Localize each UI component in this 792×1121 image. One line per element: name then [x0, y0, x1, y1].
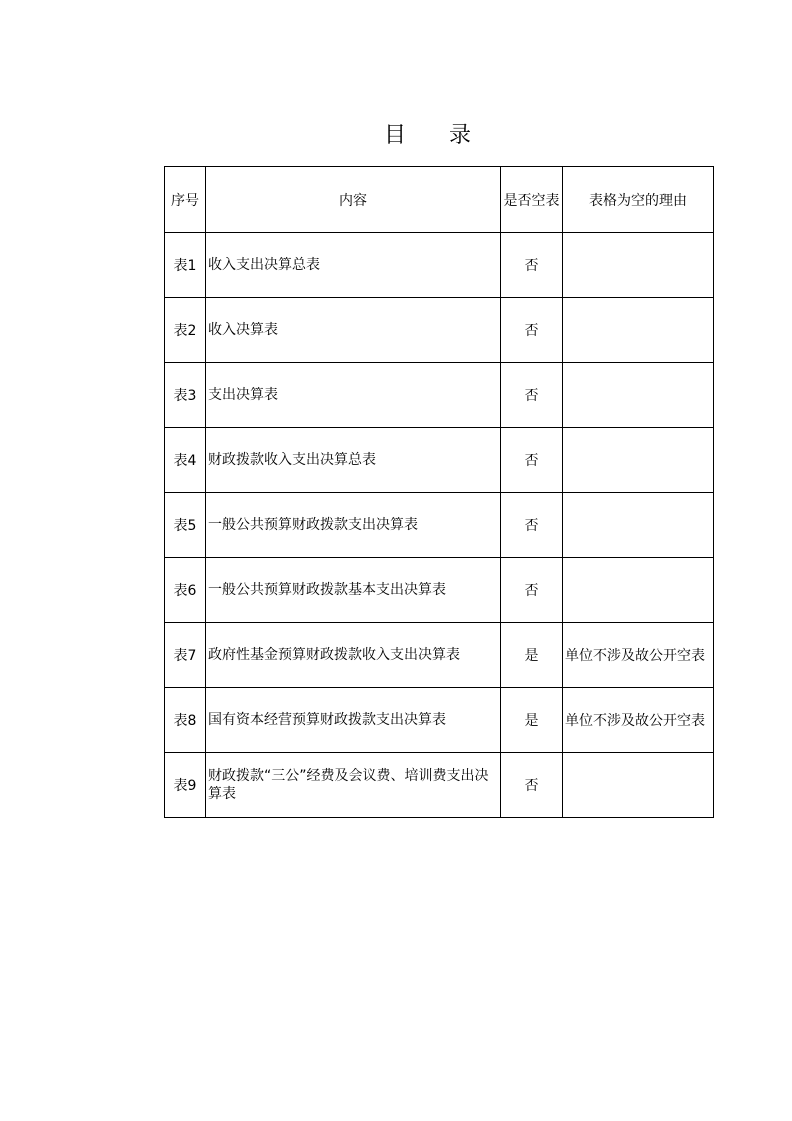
catalog-table: [164, 166, 714, 818]
row-is-empty: 否: [501, 753, 563, 818]
table-row: [165, 493, 714, 558]
row-content: 财政拨款“三公”经费及会议费、培训费支出决算表: [206, 753, 501, 818]
row-reason: [563, 493, 714, 558]
row-content: 一般公共预算财政拨款支出决算表: [206, 493, 501, 558]
table-row: [165, 298, 714, 363]
header-is-empty: 是否空表: [501, 167, 563, 233]
row-reason: 单位不涉及故公开空表: [563, 688, 714, 753]
row-is-empty: 否: [501, 298, 563, 363]
row-no: 表4: [165, 428, 206, 493]
table-row: [165, 233, 714, 298]
row-content: 国有资本经营预算财政拨款支出决算表: [206, 688, 501, 753]
row-is-empty: 是: [501, 688, 563, 753]
row-reason: [563, 233, 714, 298]
row-is-empty: 否: [501, 363, 563, 428]
row-reason: [563, 298, 714, 363]
table-row: [165, 363, 714, 428]
row-no: 表1: [165, 233, 206, 298]
row-content: 收入支出决算总表: [206, 233, 501, 298]
row-reason: [563, 363, 714, 428]
table-header-row: [165, 167, 714, 233]
row-no: 表2: [165, 298, 206, 363]
row-no: 表7: [165, 623, 206, 688]
table-row: [165, 753, 714, 818]
row-is-empty: 否: [501, 233, 563, 298]
row-is-empty: 是: [501, 623, 563, 688]
row-no: 表5: [165, 493, 206, 558]
row-reason: [563, 753, 714, 818]
row-is-empty: 否: [501, 493, 563, 558]
row-content: 收入决算表: [206, 298, 501, 363]
row-is-empty: 否: [501, 428, 563, 493]
row-content: 政府性基金预算财政拨款收入支出决算表: [206, 623, 501, 688]
page-title: 目 录: [384, 123, 489, 148]
row-no: 表6: [165, 558, 206, 623]
row-reason: [563, 558, 714, 623]
row-content: 一般公共预算财政拨款基本支出决算表: [206, 558, 501, 623]
row-content: 财政拨款收入支出决算总表: [206, 428, 501, 493]
table-row: [165, 688, 714, 753]
row-no: 表8: [165, 688, 206, 753]
header-no: 序号: [165, 167, 206, 233]
table-row: [165, 623, 714, 688]
table-row: [165, 558, 714, 623]
table-row: [165, 428, 714, 493]
row-reason: 单位不涉及故公开空表: [563, 623, 714, 688]
header-content: 内容: [206, 167, 501, 233]
row-is-empty: 否: [501, 558, 563, 623]
header-reason: 表格为空的理由: [563, 167, 714, 233]
row-reason: [563, 428, 714, 493]
row-content: 支出决算表: [206, 363, 501, 428]
row-no: 表3: [165, 363, 206, 428]
row-no: 表9: [165, 753, 206, 818]
